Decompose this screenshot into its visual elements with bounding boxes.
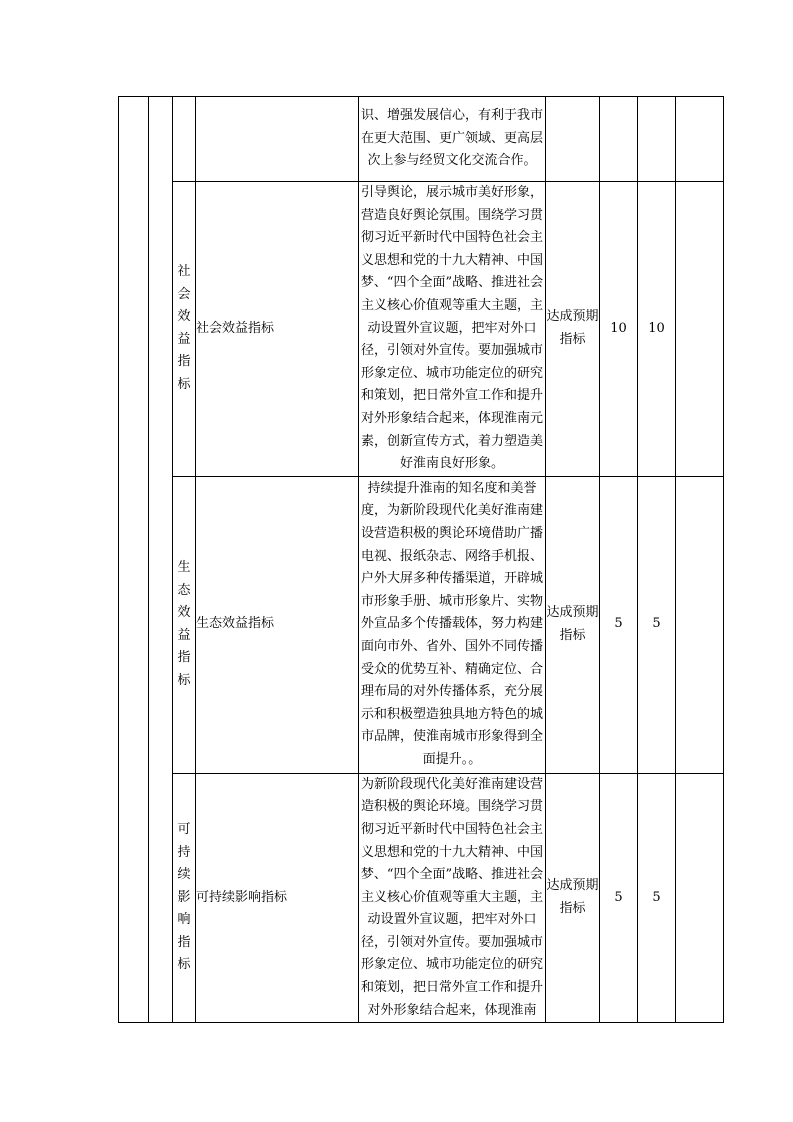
category-cell: 社会效益指标	[173, 182, 196, 477]
indicator-name-cell	[196, 97, 359, 182]
score-cell: 5	[638, 773, 676, 1023]
table-row	[119, 182, 724, 477]
category-cell: 可持续影响指标	[173, 773, 196, 1023]
indicator-description-cell: 引导舆论，展示城市美好形象，营造良好舆论氛围。围绕学习贯彻习近平新时代中国特色社会主义思想和党的十九大精神、中国梦、“四个全面”战略、推进社会主义核心价值观等重大主题，主动设置外宣议题，把牢对外口径，引领对外宣传。要加强城市形象定位、城市功能定位的研究和策划，把日常外宣工作和提升对外形象结合起来，体现淮南元素，创新宣传方式，着力塑造美好淮南良好形象。	[359, 182, 546, 477]
weight-cell: 10	[600, 182, 638, 477]
performance-indicator-table	[118, 96, 724, 1023]
weight-cell: 5	[600, 773, 638, 1023]
indicator-name-cell: 生态效益指标	[196, 476, 359, 773]
category-cell	[173, 97, 196, 182]
expected-result-cell: 达成预期指标	[546, 476, 600, 773]
indicator-name-cell: 可持续影响指标	[196, 773, 359, 1023]
weight-cell: 5	[600, 476, 638, 773]
expected-result-cell: 达成预期指标	[546, 773, 600, 1023]
indicator-description-cell: 持续提升淮南的知名度和美誉度，为新阶段现代化美好淮南建设营造积极的舆论环境借助广播电视、报纸杂志、网络手机报、户外大屏多种传播渠道，开辟城市形象手册、城市形象片、实物外宣品多个传播载体，努力构建面向市外、省外、国外不同传播受众的优势互补、精确定位、合理布局的对外传播体系，充分展示和积极塑造独具地方特色的城市品牌，使淮南城市形象得到全面提升。。	[359, 476, 546, 773]
expected-result-cell	[546, 97, 600, 182]
level1-cell	[119, 97, 149, 1023]
remark-cell	[676, 773, 724, 1023]
indicator-description-cell: 为新阶段现代化美好淮南建设营造积极的舆论环境。围绕学习贯彻习近平新时代中国特色社会主义思想和党的十九大精神、中国梦、“四个全面”战略、推进社会主义核心价值观等重大主题，主动设置外宣议题，把牢对外口径，引领对外宣传。要加强城市形象定位、城市功能定位的研究和策划，把日常外宣工作和提升对外形象结合起来，体现淮南	[359, 773, 546, 1023]
table-row	[119, 773, 724, 1023]
remark-cell	[676, 97, 724, 182]
score-cell	[638, 97, 676, 182]
level2-cell	[149, 97, 173, 1023]
table-row	[119, 97, 724, 182]
expected-result-cell: 达成预期指标	[546, 182, 600, 477]
indicator-description-cell: 识、增强发展信心，有利于我市在更大范围、更广领域、更高层次上参与经贸文化交流合作。	[359, 97, 546, 182]
table-row	[119, 476, 724, 773]
indicator-name-cell: 社会效益指标	[196, 182, 359, 477]
remark-cell	[676, 476, 724, 773]
score-cell: 5	[638, 476, 676, 773]
category-cell: 生态效益指标	[173, 476, 196, 773]
remark-cell	[676, 182, 724, 477]
score-cell: 10	[638, 182, 676, 477]
weight-cell	[600, 97, 638, 182]
